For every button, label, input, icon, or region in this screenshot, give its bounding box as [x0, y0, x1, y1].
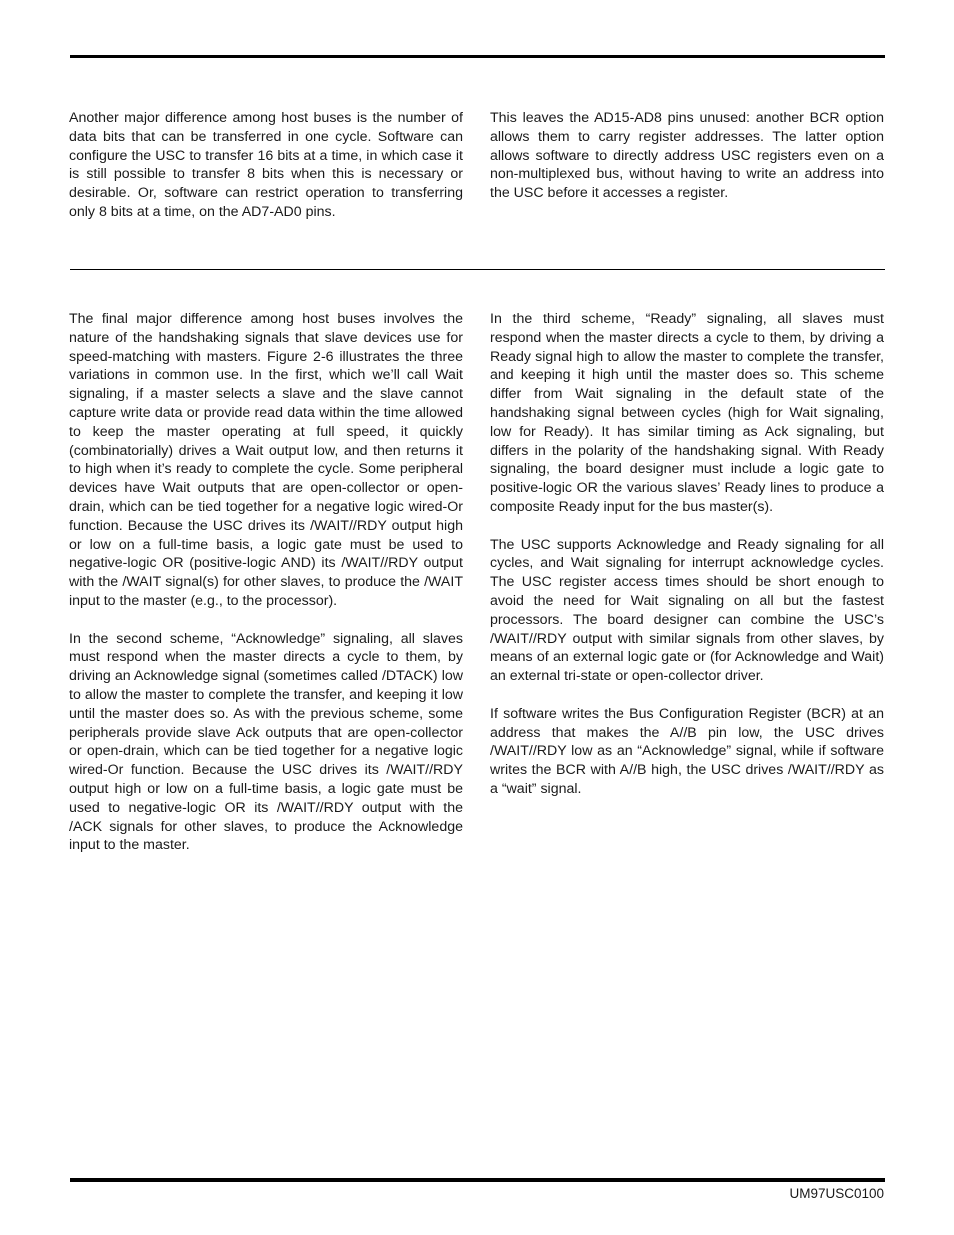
section-divider — [70, 269, 885, 270]
paragraph: This leaves the AD15-AD8 pins unused: another BCR option allows them to carry register addresses. The latter option allows software to directly address USC registers even on a non-multiplexed bus, without having to write an address into the USC before it accesses a register. — [490, 110, 884, 202]
paragraph: In the second scheme, “Acknowledge” signaling, all slaves must respond when the master directs a cycle to them, by driving an Acknowledge signal (sometimes called /DTACK) low to allow the master to complete the transfer, and keeping it low until the master does so. As with the previous scheme, some peripherals provide slave Ack outputs that are open-collector or open-drain, which can be tied together for a negative logic wired-Or function. Because the USC drives its /WAIT//RDY output high or low on a full-time basis, a logic gate must be used to negative-logic OR its /WAIT//RDY output with the /ACK signals for other slaves, to produce the Acknowledge input to the master. — [69, 630, 463, 854]
paragraph: Another major difference among host buses is the number of data bits that can be transferred in one cycle. Software can configure the USC to transfer 16 bits at a time, in which case it is still possible to transfer 8 bits when this is necessary or desirable. Or, software can restrict operation to transferring only 8 bits at a time, on the AD7-AD0 pins. — [69, 110, 463, 220]
paragraph: The final major difference among host buses involves the nature of the handshaking signals that slave devices use for speed-matching with masters. Figure 2-6 illustrates the three variations in common use. In the first, which we’ll call Wait signaling, if a master selects a slave and the slave cannot capture write data or provide read data within the time allowed to keep the master operating at full speed, it quickly (combinatorially) drives a Wait output low, and then returns it to high when it’s ready to complete the cycle. Some peripheral devices have Wait outputs that are open-collector or open-drain, which can be tied together for a negative logic wired-Or function. Because the USC drives its /WAIT//RDY output high or low on a full-time basis, a logic gate must be used to negative-logic OR (positive-logic AND) its /WAIT//RDY output with the /WAIT signal(s) for other slaves, to produce the /WAIT input to the master (e.g., to the processor). — [69, 311, 463, 609]
document-id: UM97USC0100 — [789, 1186, 884, 1201]
paragraph: If software writes the Bus Configuration Register (BCR) at an address that makes the A//B pin low, the USC drives /WAIT//RDY low as an “Acknowledge” signal, while if software writes the BCR with A//B high, the USC drives /WAIT//RDY as a “wait” signal. — [490, 705, 884, 797]
section1-left-column — [69, 109, 463, 241]
bottom-rule — [70, 1178, 885, 1182]
section2-right-column — [490, 310, 884, 818]
section1-right-column — [490, 109, 884, 222]
paragraph: In the third scheme, “Ready” signaling, all slaves must respond when the master directs a cycle to them, by driving a Ready signal high to allow the master to complete the transfer, and keeping it high until the master does so. This scheme differ from Wait signaling in the default state of the handshaking signal between cycles (high for Wait signaling, low for Ready). It has similar timing as Ack signaling, but differs in the polarity of the handshaking signal. With Ready signaling, the board designer must include a logic gate to positive-logic OR the various slaves’ Ready lines to produce a composite Ready input for the bus master(s). — [490, 311, 884, 515]
section2-left-column — [69, 310, 463, 874]
top-rule — [70, 55, 885, 58]
paragraph: The USC supports Acknowledge and Ready signaling for all cycles, and Wait signaling for interrupt acknowledge cycles. The USC register access times should be short enough to avoid the need for Wait signaling on all but the fastest processors. The board designer can combine the USC’s /WAIT//RDY output with similar signals from other slaves, by means of an external logic gate or (for Acknowledge and Wait) an external tri-state or open-collector driver. — [490, 536, 884, 685]
